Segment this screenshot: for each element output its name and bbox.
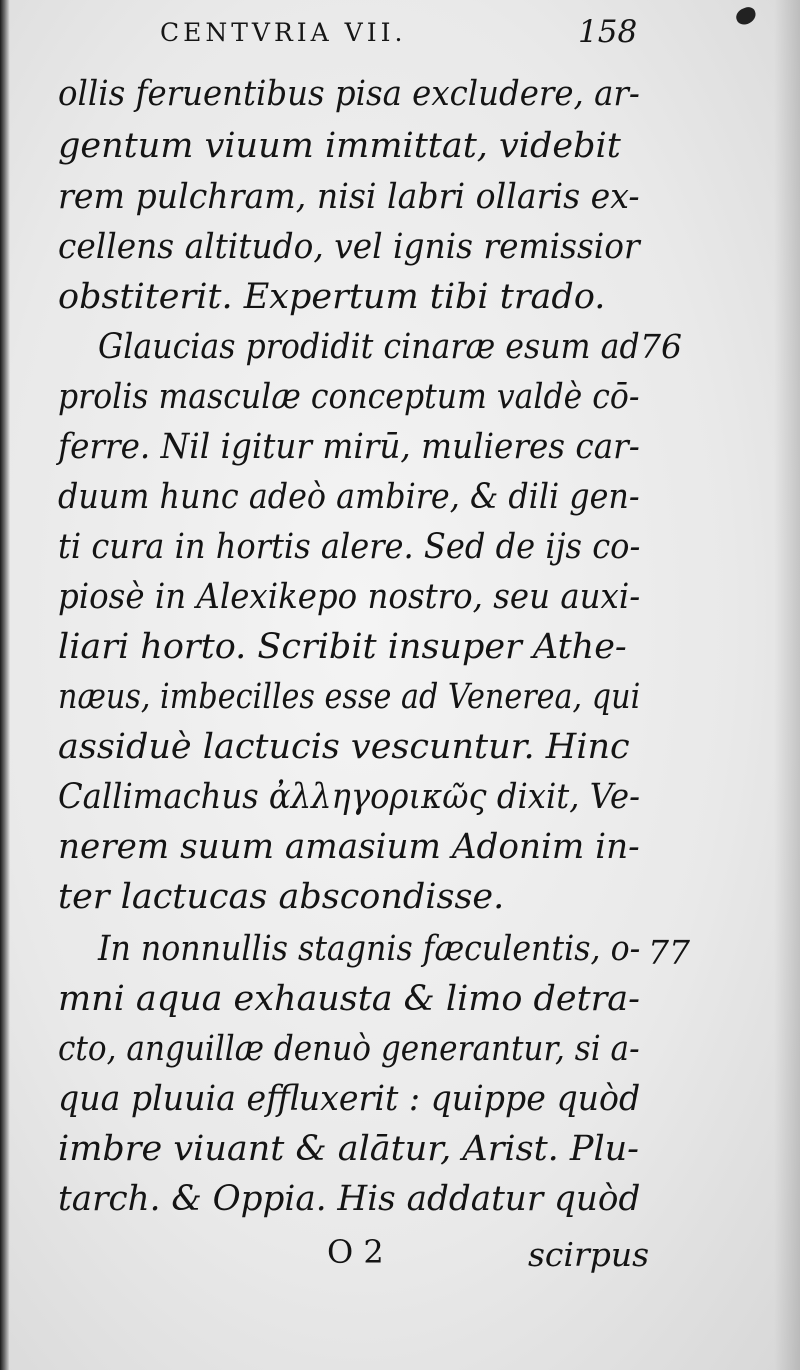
- text-line: næus, imbecilles esse ad Venerea, qui: [58, 677, 641, 717]
- text-line: tarch. & Oppia. His addatur quòd: [58, 1179, 641, 1219]
- text-line: piosè in Alexikepo nostro, seu auxi-: [58, 577, 641, 617]
- text-line: nerem suum amasium Adonim in-: [58, 827, 640, 867]
- page-edge-shadow: [774, 0, 800, 1370]
- margin-number: 76: [640, 327, 682, 366]
- text-line: cellens altitudo, vel ignis remissior: [58, 227, 640, 267]
- text-line: qua pluuia effluxerit : quippe quòd: [58, 1079, 641, 1119]
- text-line: ti cura in hortis alere. Sed de ijs co-: [58, 527, 641, 567]
- text-line: liari horto. Scribit insuper Athe-: [58, 627, 627, 667]
- text-line: ferre. Nil igitur mirū, mulieres car-: [58, 427, 640, 467]
- signature-mark: O 2: [327, 1233, 384, 1271]
- running-head: CENTVRIA VII.: [160, 18, 407, 47]
- text-line: obstiterit. Expertum tibi trado.: [58, 277, 606, 317]
- text-line: imbre viuant & alātur, Arist. Plu-: [58, 1129, 640, 1169]
- catchword: scirpus: [528, 1235, 650, 1274]
- margin-number: 77: [648, 933, 690, 972]
- text-line: ter lactucas abscondisse.: [58, 877, 505, 917]
- page-number: 158: [578, 14, 638, 50]
- text-line: gentum viuum immittat, videbit: [58, 126, 621, 166]
- text-line: In nonnullis stagnis fæculentis, o-: [98, 929, 641, 969]
- page-gutter-shadow: [0, 0, 10, 1370]
- text-line: Glaucias prodidit cinaræ esum ad: [98, 327, 640, 367]
- text-line: mni aqua exhausta & limo detra-: [58, 979, 640, 1019]
- text-line: duum hunc adeò ambire, & dili gen-: [58, 477, 640, 517]
- text-line: assiduè lactucis vescuntur. Hinc: [58, 727, 630, 767]
- text-line: rem pulchram, nisi labri ollaris ex-: [58, 177, 640, 217]
- text-line: Callimachus ἀλληγορικῶς dixit, Ve-: [58, 777, 640, 817]
- ink-blot: [734, 5, 758, 27]
- text-line: ollis feruentibus pisa excludere, ar-: [58, 74, 640, 114]
- text-line: prolis masculæ conceptum valdè cō-: [58, 377, 640, 417]
- text-line: cto, anguillæ denuò generantur, si a-: [58, 1029, 640, 1069]
